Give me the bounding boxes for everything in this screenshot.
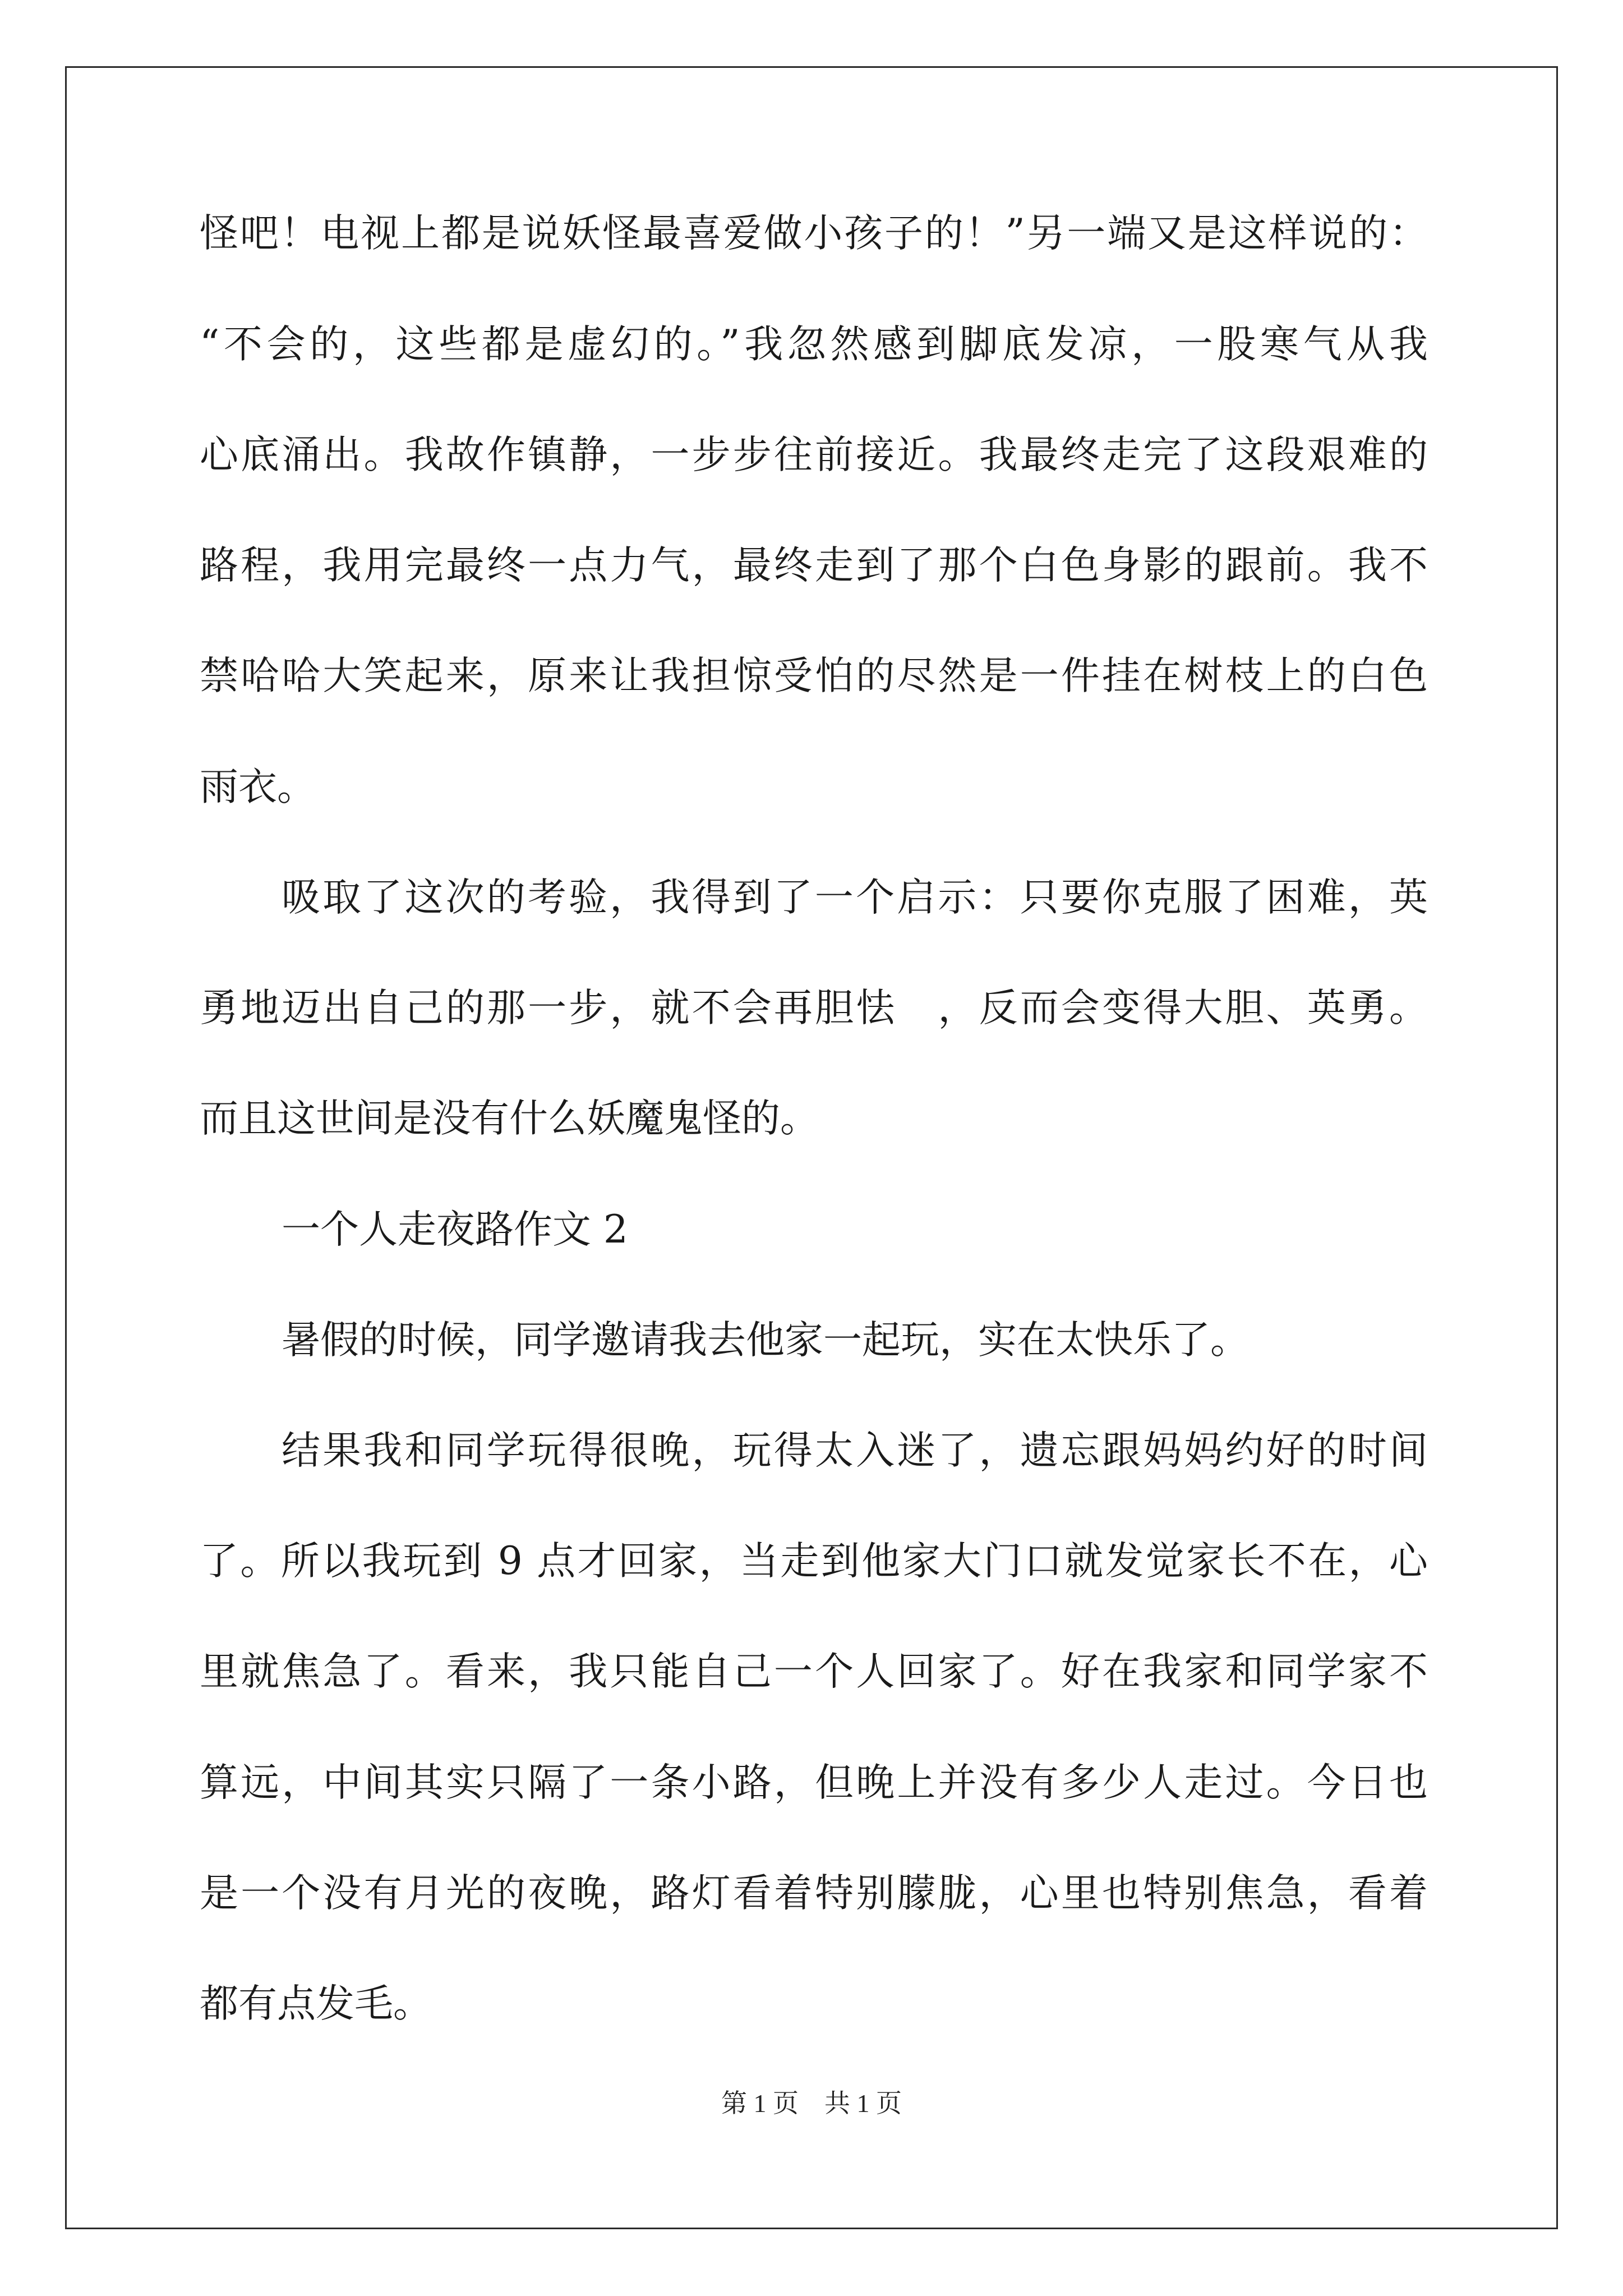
text-line: “不会的，这些都是虚幻的。”我忽然感到脚底发凉，一股寒气从我 [200, 322, 1428, 367]
text-line: 而且这世间是没有什么妖魔鬼怪的。 [200, 1096, 819, 1141]
text-line: 禁哈哈大笑起来，原来让我担惊受怕的尽然是一件挂在树枝上的白色 [200, 654, 1428, 698]
text-line: 勇地迈出自己的那一步，就不会再胆怯 ，反而会变得大胆、英勇。 [200, 986, 1428, 1030]
page-number-footer: 第 1 页 共 1 页 [721, 2089, 902, 2118]
text-line: 是一个没有月光的夜晚，路灯看着特别朦胧，心里也特别焦急，看着 [200, 1871, 1428, 1916]
text-line: 了。所以我玩到 9 点才回家，当走到他家大门口就发觉家长不在，心 [200, 1539, 1428, 1584]
text-line: 怪吧！电视上都是说妖怪最喜爱做小孩子的！”另一端又是这样说的： [200, 211, 1428, 256]
section-heading: 一个人走夜路作文 2 [282, 1207, 628, 1252]
text-line: 心底涌出。我故作镇静，一步步往前接近。我最终走完了这段艰难的 [200, 432, 1428, 477]
text-line: 吸取了这次的考验，我得到了一个启示：只要你克服了困难，英 [282, 875, 1428, 920]
text-line: 算远，中间其实只隔了一条小路，但晚上并没有多少人走过。今日也 [200, 1760, 1428, 1805]
text-line: 结果我和同学玩得很晚，玩得太入迷了，遗忘跟妈妈约好的时间 [282, 1428, 1428, 1473]
text-line: 暑假的时候，同学邀请我去他家一起玩，实在太快乐了。 [282, 1318, 1249, 1363]
text-line: 雨衣。 [200, 765, 316, 809]
text-line: 路程，我用完最终一点力气，最终走到了那个白色身影的跟前。我不 [200, 543, 1428, 588]
text-line: 里就焦急了。看来，我只能自己一个人回家了。好在我家和同学家不 [200, 1649, 1428, 1694]
text-line: 都有点发毛。 [200, 1981, 432, 2026]
